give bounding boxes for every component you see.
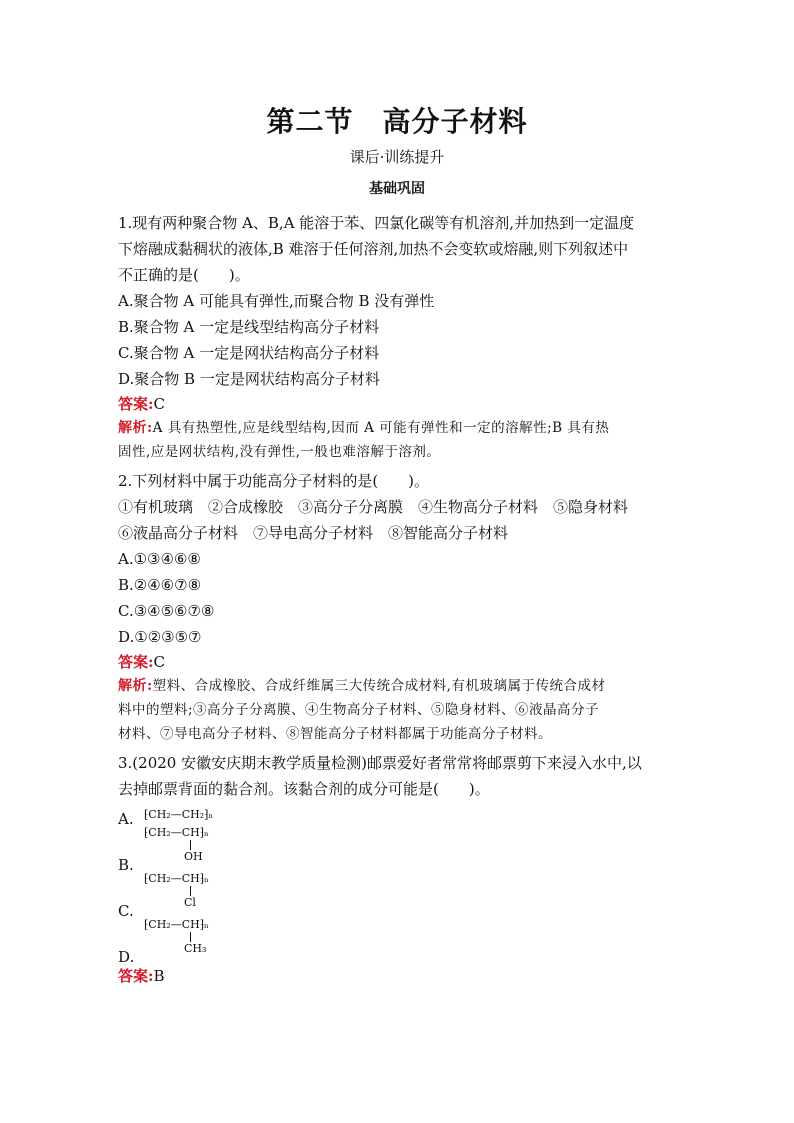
polymer-chain: ⁅CH₂—CH⁆ₙ	[144, 872, 209, 885]
polymer-chain: ⁅CH₂—CH⁆ₙ	[144, 918, 209, 931]
bond-line	[190, 886, 191, 896]
page-title: 第二节 高分子材料	[266, 105, 528, 138]
answer-value: C	[153, 395, 166, 413]
page-subtitle: 课后·训练提升	[349, 148, 445, 166]
option-letter: B.	[118, 856, 134, 874]
explanation-line: A 具有热塑性,应是线型结构,因而 A 可能有弹性和一定的溶解性;B 具有热	[152, 420, 610, 436]
answer-value: C	[153, 653, 166, 671]
section-heading: 基础巩固	[369, 181, 425, 197]
option-a: A.①③④⑥⑧	[118, 550, 201, 568]
explanation-line: 塑料、合成橡胶、合成纤维属三大传统合成材料,有机玻璃属于传统合成材	[152, 678, 606, 694]
option-c: C.聚合物 A 一定是网状结构高分子材料	[118, 344, 380, 362]
explanation-line: 料中的塑料;③高分子分离膜、④生物高分子材料、⑤隐身材料、⑥液晶高分子	[118, 702, 600, 718]
option-a-structure	[118, 802, 678, 826]
question-stem-line: 1.现有两种聚合物 A、B,A 能溶于苯、四氯化碳等有机溶剂,并加热到一定温度	[118, 214, 635, 232]
question-2	[118, 468, 678, 746]
answer-label: 答案:	[118, 395, 154, 413]
answer-value: B	[153, 967, 165, 985]
answer-row	[118, 650, 678, 674]
question-1	[118, 210, 678, 464]
material-list-line: ①有机玻璃 ②合成橡胶 ③高分子分离膜 ④生物高分子材料 ⑤隐身材料	[118, 498, 629, 516]
bond-line	[190, 840, 191, 850]
answer-row	[118, 964, 678, 988]
option-letter: A.	[118, 810, 134, 828]
explanation-label: 解析:	[118, 420, 153, 436]
answer-label: 答案:	[118, 967, 154, 985]
question-stem-line: 去掉邮票背面的黏合剂。该黏合剂的成分可能是( )。	[118, 780, 490, 798]
material-list-line: ⑥液晶高分子材料 ⑦导电高分子材料 ⑧智能高分子材料	[118, 524, 509, 542]
answer-row	[118, 392, 678, 416]
explanation-line: 材料、⑦导电高分子材料、⑧智能高分子材料都属于功能高分子材料。	[118, 726, 552, 742]
question-content	[118, 210, 678, 988]
question-stem-line: 3.(2020 安徽安庆期末教学质量检测)邮票爱好者常常将邮票剪下来浸入水中,以	[118, 754, 642, 772]
explanation	[118, 674, 678, 746]
option-b-structure	[118, 826, 678, 872]
bond-line	[190, 932, 191, 942]
substituent: CH₃	[184, 942, 207, 955]
option-b: B.聚合物 A 一定是线型结构高分子材料	[118, 318, 380, 336]
option-c: C.③④⑤⑥⑦⑧	[118, 602, 215, 620]
question-3	[118, 750, 678, 988]
substituent: OH	[184, 850, 203, 863]
explanation-line: 固性,应是网状结构,没有弹性,一般也难溶解于溶剂。	[118, 444, 441, 460]
option-letter: C.	[118, 902, 134, 920]
answer-label: 答案:	[118, 653, 154, 671]
polymer-chain: ⁅CH₂—CH⁆ₙ	[144, 826, 209, 839]
polymer-chain: ⁅CH₂—CH₂⁆ₙ	[144, 808, 214, 821]
option-a: A.聚合物 A 可能具有弹性,而聚合物 B 没有弹性	[118, 292, 435, 310]
question-stem-line: 不正确的是( )。	[118, 266, 250, 284]
option-d: D.聚合物 B 一定是网状结构高分子材料	[118, 370, 380, 388]
option-d: D.①②③⑤⑦	[118, 628, 202, 646]
option-c-structure	[118, 872, 678, 918]
option-d-structure	[118, 918, 678, 964]
option-letter: D.	[118, 948, 135, 966]
explanation-label: 解析:	[118, 678, 153, 694]
question-stem-line: 下熔融成黏稠状的液体,B 难溶于任何溶剂,加热不会变软或熔融,则下列叙述中	[118, 240, 629, 258]
substituent: Cl	[184, 896, 196, 909]
explanation	[118, 416, 678, 464]
question-stem-line: 2.下列材料中属于功能高分子材料的是( )。	[118, 472, 430, 490]
option-b: B.②④⑥⑦⑧	[118, 576, 202, 594]
